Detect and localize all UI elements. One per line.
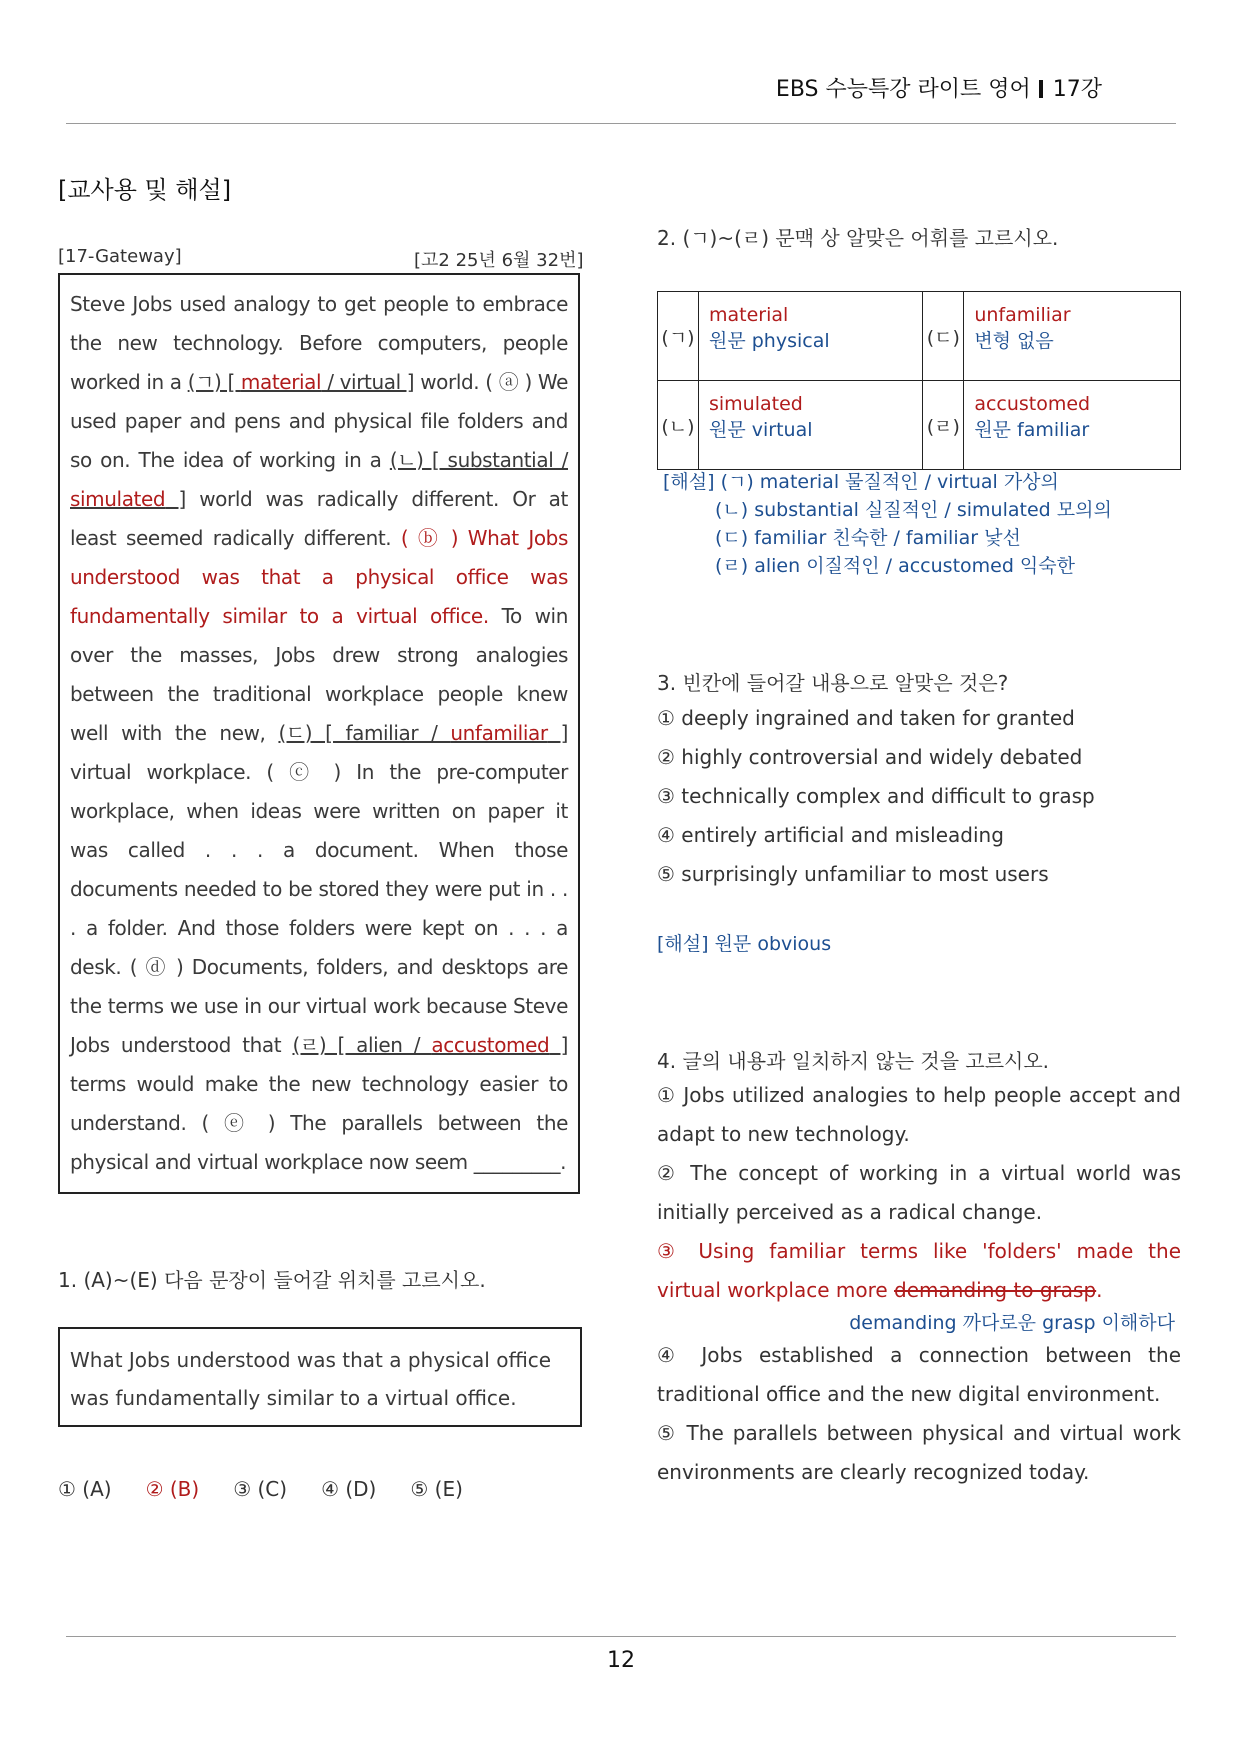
q4-option: ⑤ The parallels between physical and virtual work environments are clearly recognized today. xyxy=(657,1421,1181,1484)
header-divider xyxy=(1039,80,1043,98)
blank-d: (ㄹ) [ alien / accustomed ] xyxy=(292,1033,568,1057)
table-key: (ㄷ) xyxy=(923,292,964,381)
passage-segment: To win over the masses, Jobs drew strong analogies between the traditional workplace people knew well with the new, xyxy=(70,604,568,745)
passage-box xyxy=(58,273,580,1194)
explanation-line: (ㄷ) familiar 친숙한 / familiar 낯선 xyxy=(715,527,1021,549)
q4-option: ② The concept of working in a virtual world was initially perceived as a radical change. xyxy=(657,1161,1181,1224)
table-note: 변형 없음 xyxy=(974,330,1054,352)
blank-a: (ㄱ) [ material / virtual ] xyxy=(187,370,415,394)
blank-b-answer: simulated xyxy=(70,487,166,511)
passage-source: [17-Gateway] xyxy=(58,246,182,267)
passage-segment: terms would make the new technology easier to understand. ( ⓔ ) The parallels between the physical and virtual workplace now seem _________. xyxy=(70,1072,568,1174)
footer-rule xyxy=(66,1636,1176,1637)
q3-explanation: [해설] 원문 obvious xyxy=(657,933,832,955)
table-cell xyxy=(699,381,923,470)
q2-prompt: 2. (ㄱ)~(ㄹ) 문맥 상 알맞은 어휘를 고르시오. xyxy=(657,226,1059,250)
header-title xyxy=(776,72,1102,103)
table-cell xyxy=(699,292,923,381)
series-title: EBS 수능특강 라이트 영어 xyxy=(775,77,1031,102)
section-title: [교사용 및 해설] xyxy=(58,176,232,204)
passage-exam: [고2 25년 6월 32번] xyxy=(414,250,584,271)
blank-a-answer: material xyxy=(240,370,322,394)
table-row xyxy=(658,381,1181,470)
q1-choices xyxy=(58,1477,497,1501)
q1-sentence-box: What Jobs understood was that a physical office was fundamentally similar to a virtual office. xyxy=(58,1327,582,1427)
blank-d-answer: accustomed xyxy=(431,1033,550,1057)
q4-vocab-note: demanding 까다로운 grasp 이해하다 xyxy=(849,1312,1175,1334)
q4-option: ① Jobs utilized analogies to help people accept and adapt to new technology. xyxy=(657,1083,1181,1146)
struck-phrase: demanding to grasp xyxy=(894,1278,1097,1302)
q1-choice: ④ (D) xyxy=(321,1477,377,1501)
table-key: (ㄹ) xyxy=(923,381,964,470)
q3-option-answer: ① deeply ingrained and taken for granted xyxy=(657,706,1075,730)
table-note: 원문 familiar xyxy=(974,419,1090,441)
header-rule xyxy=(66,123,1176,124)
q1-choice: ① (A) xyxy=(58,1477,112,1501)
blank-c-answer: unfamiliar xyxy=(450,721,548,745)
blank-c: (ㄷ) [ familiar / unfamiliar ] xyxy=(278,721,568,745)
passage-segment: world was radically different. Or at least seemed radically different. xyxy=(70,487,568,550)
table-key: (ㄴ) xyxy=(658,381,699,470)
table-row xyxy=(658,292,1181,381)
table-cell xyxy=(964,292,1181,381)
table-note: 원문 physical xyxy=(709,330,830,352)
table-answer: material xyxy=(709,304,789,326)
q1-choice-answer: ② (B) xyxy=(145,1477,200,1501)
q4-options xyxy=(657,1076,1181,1492)
table-key: (ㄱ) xyxy=(658,292,699,381)
explanation-line: [해설] (ㄱ) material 물질적인 / virtual 가상의 xyxy=(663,471,1059,493)
explanation-line: (ㄹ) alien 이질적인 / accustomed 익숙한 xyxy=(715,555,1075,577)
table-cell xyxy=(964,381,1181,470)
q3-options xyxy=(657,699,1095,894)
q3-option: ③ technically complex and difficult to grasp xyxy=(657,784,1095,808)
q3-prompt: 3. 빈칸에 들어갈 내용으로 알맞은 것은? xyxy=(657,671,1009,695)
passage-segment: world. ( ⓐ ) We used paper and pens and physical file folders and so on. The idea of working in a xyxy=(70,370,568,472)
passage-segment: virtual workplace. ( ⓒ ) In the pre-computer workplace, when ideas were written on paper it was called . . . a document. When those documents needed to be stored they were put in . . . a folder. And those folders were kept on . . . a desk. ( ⓓ ) Documents, folders, and desktops are the terms we use in our virtual work because Steve Jobs understood that xyxy=(70,760,568,1057)
passage-segment: Steve Jobs used analogy to get people to embrace the new technology. Before computers, people worked in a xyxy=(70,292,568,394)
q4-prompt: 4. 글의 내용과 일치하지 않는 것을 고르시오. xyxy=(657,1049,1050,1073)
table-answer: unfamiliar xyxy=(974,304,1071,326)
q2-explanation xyxy=(663,468,1112,580)
q3-option: ⑤ surprisingly unfamiliar to most users xyxy=(657,862,1049,886)
blank-b: (ㄴ) [ substantial / simulated ] xyxy=(70,448,568,511)
q1-choice: ③ (C) xyxy=(233,1477,288,1501)
q1-prompt: 1. (A)~(E) 다음 문장이 들어갈 위치를 고르시오. xyxy=(58,1268,486,1292)
q3-option: ④ entirely artificial and misleading xyxy=(657,823,1004,847)
inserted-sentence-highlight: ( ⓑ ) What Jobs understood was that a physical office was fundamentally similar to a virtual office. xyxy=(70,526,568,628)
q4-option: ④ Jobs established a connection between the traditional office and the new digital environment. xyxy=(657,1343,1181,1406)
table-note: 원문 virtual xyxy=(709,419,813,441)
table-answer: accustomed xyxy=(974,393,1091,415)
q1-choice: ⑤ (E) xyxy=(410,1477,463,1501)
table-answer: simulated xyxy=(709,393,803,415)
page-number: 12 xyxy=(607,1648,635,1673)
explanation-line: (ㄴ) substantial 실질적인 / simulated 모의의 xyxy=(715,499,1112,521)
q2-vocab-table xyxy=(657,291,1181,470)
passage-text xyxy=(70,285,568,1182)
q3-option: ② highly controversial and widely debated xyxy=(657,745,1083,769)
q4-option-answer: ③ Using familiar terms like 'folders' made the virtual workplace more demanding to grasp. xyxy=(657,1239,1181,1302)
lesson-number: 17강 xyxy=(1052,77,1102,102)
